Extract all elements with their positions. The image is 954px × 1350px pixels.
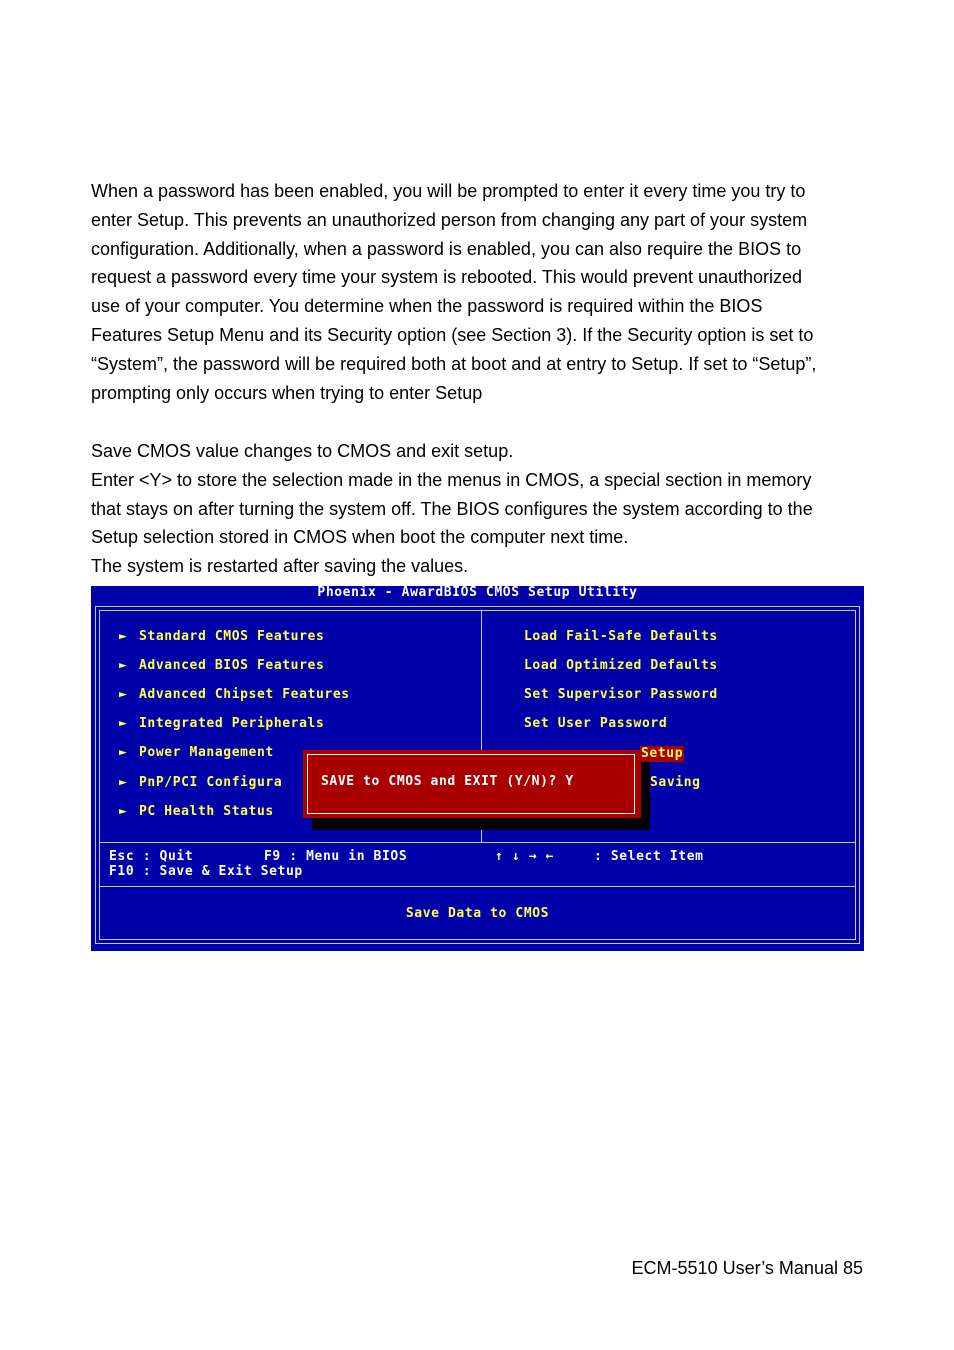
text-line: “System”, the password will be required both at boot and at entry to Setup. If set to “Setup”, — [91, 353, 817, 374]
bios-screenshot — [91, 586, 864, 951]
text-line: configuration. Additionally, when a password is enabled, you can also require the BIOS to — [91, 238, 802, 259]
dialog-prompt[interactable]: SAVE to CMOS and EXIT (Y/N)? Y — [321, 774, 574, 789]
text-line: use of your computer. You determine when the password is required within the BIOS — [91, 296, 763, 317]
menu-label: Advanced Chipset Features — [139, 687, 350, 702]
arrow-right-icon: ► — [119, 629, 128, 644]
menu-load-failsafe[interactable]: Load Fail-Safe Defaults — [524, 629, 718, 644]
menu-integrated-peripherals[interactable] — [119, 716, 324, 732]
password-paragraph — [91, 177, 871, 407]
text-line: enter Setup. This prevents an unauthorized person from changing any part of your system — [91, 209, 808, 230]
help-arrows: ↑ ↓ → ← — [495, 849, 554, 864]
menu-pnp-pci[interactable] — [119, 775, 282, 791]
text-line: Features Setup Menu and its Security option (see Section 3). If the Security option is set to — [91, 324, 814, 345]
arrow-right-icon: ► — [119, 658, 128, 673]
arrow-right-icon: ► — [119, 804, 128, 819]
text-line: that stays on after turning the system off. The BIOS configures the system according to the — [91, 498, 813, 519]
help-esc: Esc : Quit — [109, 849, 194, 864]
menu-standard-cmos[interactable] — [119, 629, 324, 645]
arrow-right-icon: ► — [119, 745, 128, 760]
text-line: prompting only occurs when trying to enter Setup — [91, 382, 483, 403]
save-exit-paragraph — [91, 437, 871, 581]
status-line: Save Data to CMOS — [405, 906, 550, 921]
menu-label: Power Management — [139, 745, 274, 760]
text-line: Save CMOS value changes to CMOS and exit setup. — [91, 441, 514, 461]
help-select: : Select Item — [594, 849, 704, 864]
menu-supervisor-password[interactable]: Set Supervisor Password — [524, 687, 718, 702]
text-line: The system is restarted after saving the values. — [91, 556, 469, 577]
menu-load-optimized[interactable]: Load Optimized Defaults — [524, 658, 718, 673]
menu-label: Integrated Peripherals — [139, 716, 325, 731]
menu-user-password[interactable]: Set User Password — [524, 716, 668, 731]
help-divider — [99, 842, 856, 843]
help-f9: F9 : Menu in BIOS — [264, 849, 408, 864]
menu-advanced-bios[interactable] — [119, 658, 324, 674]
help-f10: F10 : Save & Exit Setup — [109, 864, 303, 879]
bios-title: Phoenix - AwardBIOS CMOS Setup Utility — [317, 586, 638, 600]
menu-power-management[interactable] — [119, 745, 274, 761]
page-footer: ECM-5510 User’s Manual 85 — [631, 1258, 863, 1278]
menu-save-exit-selected[interactable]: Setup — [641, 746, 684, 761]
menu-advanced-chipset[interactable] — [119, 687, 350, 703]
status-divider — [99, 886, 856, 887]
menu-exit-without-saving[interactable]: Saving — [650, 775, 701, 790]
menu-pc-health[interactable] — [119, 804, 274, 820]
arrow-right-icon: ► — [119, 716, 128, 731]
text-line: Enter <Y> to store the selection made in the menus in CMOS, a special section in memory — [91, 469, 812, 490]
text-line: When a password has been enabled, you will be prompted to enter it every time you try to — [91, 181, 806, 201]
menu-label: PnP/PCI Configura — [139, 775, 283, 790]
text-line: request a password every time your system is rebooted. This would prevent unauthorized — [91, 267, 803, 288]
save-exit-dialog[interactable] — [303, 750, 641, 818]
text-line: Setup selection stored in CMOS when boot the computer next time. — [91, 527, 629, 548]
arrow-right-icon: ► — [119, 775, 128, 790]
menu-label: PC Health Status — [139, 804, 274, 819]
menu-label: Standard CMOS Features — [139, 629, 325, 644]
arrow-right-icon: ► — [119, 687, 128, 702]
menu-label: Advanced BIOS Features — [139, 658, 325, 673]
